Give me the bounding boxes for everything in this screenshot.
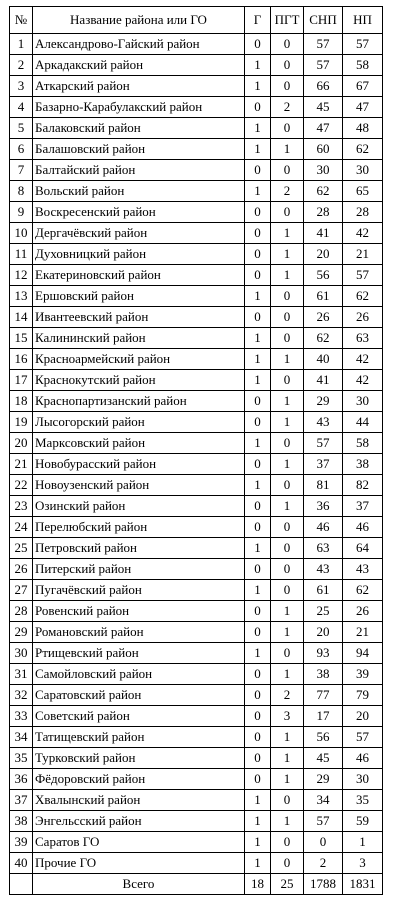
cities-count: 0	[245, 265, 271, 286]
all-settlements-count: 44	[343, 412, 383, 433]
table-row	[10, 202, 383, 223]
urban-settlements-count: 0	[271, 160, 304, 181]
row-number: 5	[10, 118, 33, 139]
row-number: 10	[10, 223, 33, 244]
cities-count: 1	[245, 580, 271, 601]
row-number: 4	[10, 97, 33, 118]
rural-settlements-count: 30	[304, 160, 343, 181]
all-settlements-count: 57	[343, 34, 383, 55]
district-name: Краснопартизанский район	[33, 391, 245, 412]
district-name: Аркадакский район	[33, 55, 245, 76]
rural-settlements-count: 29	[304, 769, 343, 790]
table-row	[10, 244, 383, 265]
cities-count: 1	[245, 286, 271, 307]
cities-count: 1	[245, 538, 271, 559]
district-name: Базарно-Карабулакский район	[33, 97, 245, 118]
district-name: Новобурасский район	[33, 454, 245, 475]
district-name: Дергачёвский район	[33, 223, 245, 244]
row-number: 21	[10, 454, 33, 475]
urban-settlements-count: 1	[271, 769, 304, 790]
total-row	[10, 874, 383, 895]
all-settlements-count: 26	[343, 307, 383, 328]
urban-settlements-count: 1	[271, 391, 304, 412]
cities-count: 1	[245, 790, 271, 811]
cities-count: 0	[245, 412, 271, 433]
rural-settlements-count: 41	[304, 370, 343, 391]
cities-count: 1	[245, 139, 271, 160]
rural-settlements-count: 20	[304, 622, 343, 643]
cities-count: 0	[245, 748, 271, 769]
table-row	[10, 265, 383, 286]
all-settlements-count: 57	[343, 727, 383, 748]
all-settlements-count: 35	[343, 790, 383, 811]
urban-settlements-count: 0	[271, 286, 304, 307]
cities-count: 1	[245, 328, 271, 349]
row-number: 6	[10, 139, 33, 160]
rural-settlements-count: 17	[304, 706, 343, 727]
district-name: Лысогорский район	[33, 412, 245, 433]
district-name: Балашовский район	[33, 139, 245, 160]
table-row	[10, 76, 383, 97]
table-row	[10, 328, 383, 349]
district-name: Екатериновский район	[33, 265, 245, 286]
rural-settlements-count: 66	[304, 76, 343, 97]
urban-settlements-count: 1	[271, 811, 304, 832]
all-settlements-count: 30	[343, 391, 383, 412]
row-number: 20	[10, 433, 33, 454]
all-settlements-count: 64	[343, 538, 383, 559]
header-row	[10, 7, 383, 34]
row-number: 23	[10, 496, 33, 517]
district-name: Марксовский район	[33, 433, 245, 454]
table-row	[10, 307, 383, 328]
rural-settlements-count: 93	[304, 643, 343, 664]
rural-settlements-count: 36	[304, 496, 343, 517]
all-settlements-count: 26	[343, 601, 383, 622]
district-name: Балаковский район	[33, 118, 245, 139]
all-settlements-count: 82	[343, 475, 383, 496]
rural-settlements-count: 41	[304, 223, 343, 244]
urban-settlements-count: 0	[271, 790, 304, 811]
rural-settlements-count: 29	[304, 391, 343, 412]
row-number: 31	[10, 664, 33, 685]
cities-count: 1	[245, 832, 271, 853]
table-row	[10, 34, 383, 55]
urban-settlements-count: 0	[271, 475, 304, 496]
all-settlements-count: 58	[343, 55, 383, 76]
row-number: 2	[10, 55, 33, 76]
cities-count: 0	[245, 727, 271, 748]
rural-settlements-count: 62	[304, 328, 343, 349]
row-number: 37	[10, 790, 33, 811]
table-row	[10, 748, 383, 769]
header-all-settlements: НП	[343, 7, 383, 34]
row-number: 14	[10, 307, 33, 328]
header-urban-settlements: ПГТ	[271, 7, 304, 34]
header-rural-settlements: СНП	[304, 7, 343, 34]
urban-settlements-count: 1	[271, 454, 304, 475]
rural-settlements-count: 40	[304, 349, 343, 370]
urban-settlements-count: 0	[271, 202, 304, 223]
district-name: Турковский район	[33, 748, 245, 769]
urban-settlements-count: 0	[271, 76, 304, 97]
rural-settlements-count: 81	[304, 475, 343, 496]
district-name: Аткарский район	[33, 76, 245, 97]
cities-count: 1	[245, 118, 271, 139]
all-settlements-count: 58	[343, 433, 383, 454]
cities-count: 1	[245, 76, 271, 97]
table-row	[10, 769, 383, 790]
table-row	[10, 832, 383, 853]
district-name: Вольский район	[33, 181, 245, 202]
urban-settlements-count: 1	[271, 265, 304, 286]
all-settlements-count: 30	[343, 769, 383, 790]
all-settlements-count: 28	[343, 202, 383, 223]
rural-settlements-count: 43	[304, 412, 343, 433]
table-row	[10, 454, 383, 475]
district-name: Духовницкий район	[33, 244, 245, 265]
table-row	[10, 55, 383, 76]
row-number: 36	[10, 769, 33, 790]
cities-count: 0	[245, 706, 271, 727]
rural-settlements-count: 37	[304, 454, 343, 475]
urban-settlements-count: 2	[271, 181, 304, 202]
urban-settlements-count: 1	[271, 622, 304, 643]
all-settlements-count: 46	[343, 517, 383, 538]
cities-count: 0	[245, 622, 271, 643]
urban-settlements-count: 0	[271, 559, 304, 580]
rural-settlements-count: 56	[304, 727, 343, 748]
urban-settlements-count: 1	[271, 412, 304, 433]
row-number: 12	[10, 265, 33, 286]
row-number: 1	[10, 34, 33, 55]
rural-settlements-count: 77	[304, 685, 343, 706]
district-name: Советский район	[33, 706, 245, 727]
district-name: Пугачёвский район	[33, 580, 245, 601]
row-number: 32	[10, 685, 33, 706]
rural-settlements-count: 57	[304, 34, 343, 55]
rural-settlements-count: 57	[304, 55, 343, 76]
district-name: Воскресенский район	[33, 202, 245, 223]
urban-settlements-count: 0	[271, 517, 304, 538]
district-name: Энгельсский район	[33, 811, 245, 832]
rural-settlements-count: 60	[304, 139, 343, 160]
cities-count: 1	[245, 370, 271, 391]
rural-settlements-count: 56	[304, 265, 343, 286]
cities-count: 1	[245, 643, 271, 664]
row-number: 17	[10, 370, 33, 391]
total-number-cell	[10, 874, 33, 895]
cities-count: 0	[245, 601, 271, 622]
urban-settlements-count: 0	[271, 580, 304, 601]
urban-settlements-count: 0	[271, 832, 304, 853]
cities-count: 1	[245, 853, 271, 874]
cities-count: 0	[245, 496, 271, 517]
cities-count: 0	[245, 223, 271, 244]
table-row	[10, 559, 383, 580]
cities-count: 0	[245, 517, 271, 538]
header-number: №	[10, 7, 33, 34]
all-settlements-count: 21	[343, 244, 383, 265]
total-urban-settlements: 25	[271, 874, 304, 895]
rural-settlements-count: 2	[304, 853, 343, 874]
rural-settlements-count: 20	[304, 244, 343, 265]
urban-settlements-count: 1	[271, 601, 304, 622]
cities-count: 1	[245, 349, 271, 370]
table-row	[10, 97, 383, 118]
all-settlements-count: 38	[343, 454, 383, 475]
table-row	[10, 391, 383, 412]
all-settlements-count: 21	[343, 622, 383, 643]
all-settlements-count: 20	[343, 706, 383, 727]
all-settlements-count: 62	[343, 139, 383, 160]
table-row	[10, 685, 383, 706]
district-name: Ртищевский район	[33, 643, 245, 664]
rural-settlements-count: 46	[304, 517, 343, 538]
table-row	[10, 118, 383, 139]
urban-settlements-count: 0	[271, 118, 304, 139]
table-row	[10, 412, 383, 433]
settlements-table	[9, 6, 383, 895]
total-all-settlements: 1831	[343, 874, 383, 895]
district-name: Перелюбский район	[33, 517, 245, 538]
row-number: 15	[10, 328, 33, 349]
row-number: 40	[10, 853, 33, 874]
rural-settlements-count: 26	[304, 307, 343, 328]
all-settlements-count: 42	[343, 370, 383, 391]
row-number: 28	[10, 601, 33, 622]
row-number: 22	[10, 475, 33, 496]
cities-count: 0	[245, 769, 271, 790]
all-settlements-count: 1	[343, 832, 383, 853]
cities-count: 0	[245, 34, 271, 55]
urban-settlements-count: 0	[271, 55, 304, 76]
urban-settlements-count: 0	[271, 433, 304, 454]
table-row	[10, 475, 383, 496]
total-cities: 18	[245, 874, 271, 895]
table-row	[10, 790, 383, 811]
rural-settlements-count: 47	[304, 118, 343, 139]
all-settlements-count: 37	[343, 496, 383, 517]
rural-settlements-count: 63	[304, 538, 343, 559]
cities-count: 0	[245, 685, 271, 706]
table-row	[10, 160, 383, 181]
district-name: Петровский район	[33, 538, 245, 559]
urban-settlements-count: 3	[271, 706, 304, 727]
urban-settlements-count: 0	[271, 328, 304, 349]
table-row	[10, 601, 383, 622]
row-number: 11	[10, 244, 33, 265]
rural-settlements-count: 38	[304, 664, 343, 685]
rural-settlements-count: 28	[304, 202, 343, 223]
district-name: Саратов ГО	[33, 832, 245, 853]
table-row	[10, 580, 383, 601]
all-settlements-count: 65	[343, 181, 383, 202]
cities-count: 0	[245, 664, 271, 685]
cities-count: 0	[245, 160, 271, 181]
district-name: Новоузенский район	[33, 475, 245, 496]
urban-settlements-count: 1	[271, 727, 304, 748]
all-settlements-count: 43	[343, 559, 383, 580]
rural-settlements-count: 45	[304, 97, 343, 118]
cities-count: 0	[245, 454, 271, 475]
district-name: Романовский район	[33, 622, 245, 643]
row-number: 9	[10, 202, 33, 223]
table-row	[10, 370, 383, 391]
district-name: Татищевский район	[33, 727, 245, 748]
row-number: 7	[10, 160, 33, 181]
all-settlements-count: 47	[343, 97, 383, 118]
all-settlements-count: 62	[343, 286, 383, 307]
row-number: 29	[10, 622, 33, 643]
all-settlements-count: 67	[343, 76, 383, 97]
table-row	[10, 181, 383, 202]
urban-settlements-count: 1	[271, 223, 304, 244]
district-name: Фёдоровский район	[33, 769, 245, 790]
urban-settlements-count: 2	[271, 685, 304, 706]
all-settlements-count: 63	[343, 328, 383, 349]
cities-count: 0	[245, 559, 271, 580]
all-settlements-count: 42	[343, 223, 383, 244]
district-name: Саратовский район	[33, 685, 245, 706]
cities-count: 1	[245, 475, 271, 496]
cities-count: 1	[245, 55, 271, 76]
table-row	[10, 496, 383, 517]
cities-count: 0	[245, 307, 271, 328]
total-label: Всего	[33, 874, 245, 895]
row-number: 16	[10, 349, 33, 370]
district-name: Ершовский район	[33, 286, 245, 307]
cities-count: 1	[245, 181, 271, 202]
row-number: 34	[10, 727, 33, 748]
table-body	[10, 34, 383, 874]
all-settlements-count: 46	[343, 748, 383, 769]
table-row	[10, 706, 383, 727]
all-settlements-count: 94	[343, 643, 383, 664]
all-settlements-count: 59	[343, 811, 383, 832]
district-name: Калининский район	[33, 328, 245, 349]
urban-settlements-count: 0	[271, 538, 304, 559]
table-row	[10, 538, 383, 559]
row-number: 33	[10, 706, 33, 727]
cities-count: 0	[245, 244, 271, 265]
rural-settlements-count: 62	[304, 181, 343, 202]
cities-count: 1	[245, 433, 271, 454]
all-settlements-count: 57	[343, 265, 383, 286]
district-name: Александрово-Гайский район	[33, 34, 245, 55]
rural-settlements-count: 57	[304, 811, 343, 832]
district-name: Самойловский район	[33, 664, 245, 685]
district-name: Ровенский район	[33, 601, 245, 622]
table-row	[10, 517, 383, 538]
table-row	[10, 811, 383, 832]
district-name: Краснокутский район	[33, 370, 245, 391]
all-settlements-count: 62	[343, 580, 383, 601]
table-row	[10, 622, 383, 643]
all-settlements-count: 42	[343, 349, 383, 370]
header-name: Название района или ГО	[33, 7, 245, 34]
urban-settlements-count: 1	[271, 496, 304, 517]
rural-settlements-count: 25	[304, 601, 343, 622]
table-row	[10, 286, 383, 307]
district-name: Красноармейский район	[33, 349, 245, 370]
urban-settlements-count: 1	[271, 139, 304, 160]
urban-settlements-count: 0	[271, 34, 304, 55]
row-number: 27	[10, 580, 33, 601]
cities-count: 0	[245, 391, 271, 412]
table-row	[10, 727, 383, 748]
urban-settlements-count: 0	[271, 370, 304, 391]
rural-settlements-count: 0	[304, 832, 343, 853]
all-settlements-count: 3	[343, 853, 383, 874]
table-row	[10, 643, 383, 664]
district-name: Ивантеевский район	[33, 307, 245, 328]
urban-settlements-count: 1	[271, 349, 304, 370]
district-name: Питерский район	[33, 559, 245, 580]
table-row	[10, 139, 383, 160]
cities-count: 0	[245, 97, 271, 118]
urban-settlements-count: 1	[271, 664, 304, 685]
all-settlements-count: 30	[343, 160, 383, 181]
row-number: 38	[10, 811, 33, 832]
row-number: 19	[10, 412, 33, 433]
urban-settlements-count: 0	[271, 643, 304, 664]
row-number: 30	[10, 643, 33, 664]
urban-settlements-count: 1	[271, 748, 304, 769]
district-name: Хвалынский район	[33, 790, 245, 811]
row-number: 26	[10, 559, 33, 580]
district-name: Прочие ГО	[33, 853, 245, 874]
row-number: 24	[10, 517, 33, 538]
urban-settlements-count: 0	[271, 853, 304, 874]
rural-settlements-count: 45	[304, 748, 343, 769]
row-number: 35	[10, 748, 33, 769]
row-number: 13	[10, 286, 33, 307]
all-settlements-count: 39	[343, 664, 383, 685]
cities-count: 0	[245, 202, 271, 223]
table-row	[10, 433, 383, 454]
table-row	[10, 349, 383, 370]
district-name: Балтайский район	[33, 160, 245, 181]
row-number: 39	[10, 832, 33, 853]
row-number: 3	[10, 76, 33, 97]
table-row	[10, 223, 383, 244]
all-settlements-count: 48	[343, 118, 383, 139]
all-settlements-count: 79	[343, 685, 383, 706]
urban-settlements-count: 1	[271, 244, 304, 265]
row-number: 25	[10, 538, 33, 559]
urban-settlements-count: 2	[271, 97, 304, 118]
header-cities: Г	[245, 7, 271, 34]
table-row	[10, 853, 383, 874]
rural-settlements-count: 61	[304, 580, 343, 601]
district-name: Озинский район	[33, 496, 245, 517]
rural-settlements-count: 43	[304, 559, 343, 580]
row-number: 18	[10, 391, 33, 412]
rural-settlements-count: 57	[304, 433, 343, 454]
row-number: 8	[10, 181, 33, 202]
rural-settlements-count: 34	[304, 790, 343, 811]
rural-settlements-count: 61	[304, 286, 343, 307]
urban-settlements-count: 0	[271, 307, 304, 328]
total-rural-settlements: 1788	[304, 874, 343, 895]
cities-count: 1	[245, 811, 271, 832]
table-row	[10, 664, 383, 685]
